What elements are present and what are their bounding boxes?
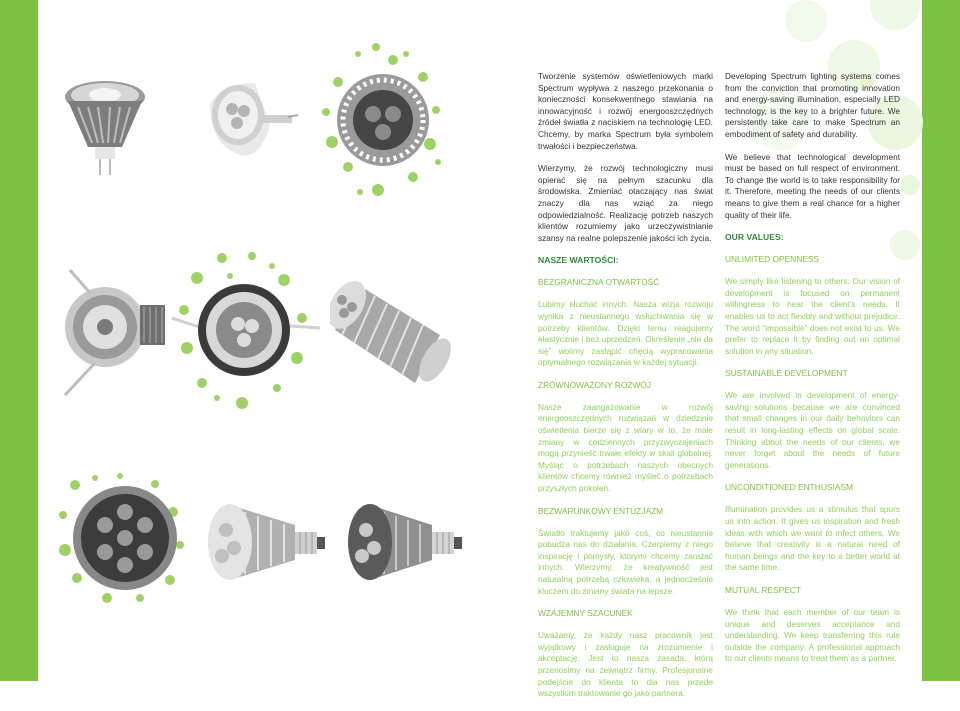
polish-section-body: Światło traktujemy jako coś, co nieustannie pobudza nas do działania. Czerpiemy z niego inspirację i pomysły, którymi chcemy zarażać innych. Wierzymy, że kreatywność jest naturalną potrzebą człowieka, a jednocześnie kluczem do zmiany świata na lepsze. — [538, 527, 713, 596]
polish-section-title: WZAJEMNY SZACUNEK — [538, 608, 633, 619]
english-section-title: UNLIMITED OPENNESS — [725, 254, 820, 265]
polish-section — [538, 506, 713, 598]
english-section — [725, 368, 900, 471]
right-green-bar — [922, 0, 960, 681]
polish-section-body: Uważamy, że każdy nasz pracownik jest wyjątkowy i zasługuje na zrozumienie i akceptację. Jest to nasza zasada, którą przenosimy na zewnątrz firmy. Profesjonalne podejście do klienta to dla nas przede wszystkim traktowanie go jako partnera. — [538, 630, 713, 699]
english-section — [725, 482, 900, 574]
polish-section-title: BEZWARUNKOWY ENTUZJAZM — [538, 505, 664, 516]
english-section-body: We are involved in development of energy-saving solutions because we are convinced that small changes in our daily behaviors can result in long-lasting effects on global scale. Thinking about the needs of our clients, we never forget about the needs of future generations. — [725, 390, 900, 470]
english-section-title: MUTUAL RESPECT — [725, 585, 802, 595]
polish-column — [538, 71, 713, 711]
english-values-title: OUR VALUES: — [725, 232, 784, 243]
english-section — [725, 585, 900, 665]
english-intro-2: We believe that technological development must be based on full respect of environment. To change the world is to take responsibility for it. Therefore, meeting the needs of our clients means to give them a real chance for a higher quality of their life. — [725, 151, 900, 220]
polish-section — [538, 608, 713, 700]
deco-circle — [900, 175, 920, 195]
polish-section — [538, 277, 713, 369]
english-section-title: SUSTAINABLE DEVELOPMENT — [725, 368, 848, 379]
english-column — [725, 71, 900, 676]
polish-values-title: NASZE WARTOŚCI: — [538, 255, 619, 266]
polish-intro-1: Tworzenie systemów oświetleniowych marki Spectrum wypływa z naszego przekonania o konieczności konsekwentnego stawiania na innowacyjność i rozwój energooszczędnych źródeł światła z naciskiem na technologię LED. Chcemy, by marka Spectrum była symbolem trwałości i bezpieczeństwa. — [538, 71, 713, 151]
mr16-led-spotlight-icon — [60, 75, 150, 185]
polish-section-body: Lubimy słuchać innych. Nasza wizja rozwoju wynika z nieustannego wsłuchiwania się w potrzeby klientów. Dzięki temu reagujemy elastycznie i bez uprzedzeń. Określenie „nie da się” wolimy zastąpić chęcią wypracowania optymalnego rozwiązania w każdej sytuacji. — [538, 299, 713, 368]
white-led-lamp-icon — [200, 75, 300, 170]
english-intro-1: Developing Spectrum lighting systems comes from the conviction that promoting innovation and energy-saving illumination, especially LED technology, is the key to a brighter future. We persistently take care to make Spectrum an embodiment of safety and durability. — [725, 71, 900, 139]
polish-section — [538, 380, 713, 495]
english-section-body: We simply like listening to others. Our vision of development is focused on permanent willingness to hear the client’s needs. It enables us to act flexibly and without prejudice. The word “impossible” does not exist to us. We prefer to replace it by finding out an optimal solution in any situation. — [725, 276, 900, 356]
english-section-body: We think that each member of our team is unique and deserves acceptance and understanding. We keep transferring this rule outside the company. A professional approach to our clients means to treat them as a partner. — [725, 607, 900, 664]
english-section — [725, 254, 900, 357]
english-section-title: UNCONDITIONED ENTHUSIASM — [725, 482, 853, 493]
deco-circle — [785, 0, 827, 42]
polish-section-body: Nasze zaangażowanie w rozwój energooszczędnych rozwiązań w dziedzinie oświetlenia bierze się z wiary w to, że małe zmiany w codziennych przyzwyczajeniach mogą przynieść trwałe efekty w skali globalnej. Myśląc o potrzebach naszych obecnych klientów chcemy również myśleć o potrzebach przyszłych pokoleń. — [538, 401, 713, 494]
led-module-icon — [318, 42, 448, 202]
polish-intro-2: Wierzymy, że rozwój technologiczny musi opierać się na pełnym szacunku dla środowiska. Zmieniać otaczający nas świat znaczy dla nas wziąć za niego odpowiedzialność. Realizację potrzeb naszych klientów rozumiemy jako urzeczywistnianie szansy na realne polepszenie jakości ich życia. — [538, 163, 713, 243]
multi-led-spotlight-icon — [55, 470, 190, 605]
left-green-bar — [0, 0, 38, 681]
recessed-downlight-icon — [60, 265, 170, 400]
par-led-bulb-icon — [200, 500, 330, 585]
e27-led-bulb-icon — [340, 500, 470, 585]
deco-circle — [870, 0, 920, 30]
black-downlight-icon — [172, 248, 322, 418]
led-tube-lamp-icon — [330, 275, 455, 385]
polish-section-title: ZRÓWNOWAŻONY ROZWÓJ — [538, 379, 652, 390]
polish-section-title: BEZGRANICZNA OTWARTOŚĆ — [538, 277, 660, 288]
english-section-body: Illumination provides us a stimulus that spurs us into action. It gives us inspiration and fresh ideas with which we want to infect others. We believe that creativity is a natural need of human beings and the key to a better world at the same time. — [725, 504, 900, 573]
